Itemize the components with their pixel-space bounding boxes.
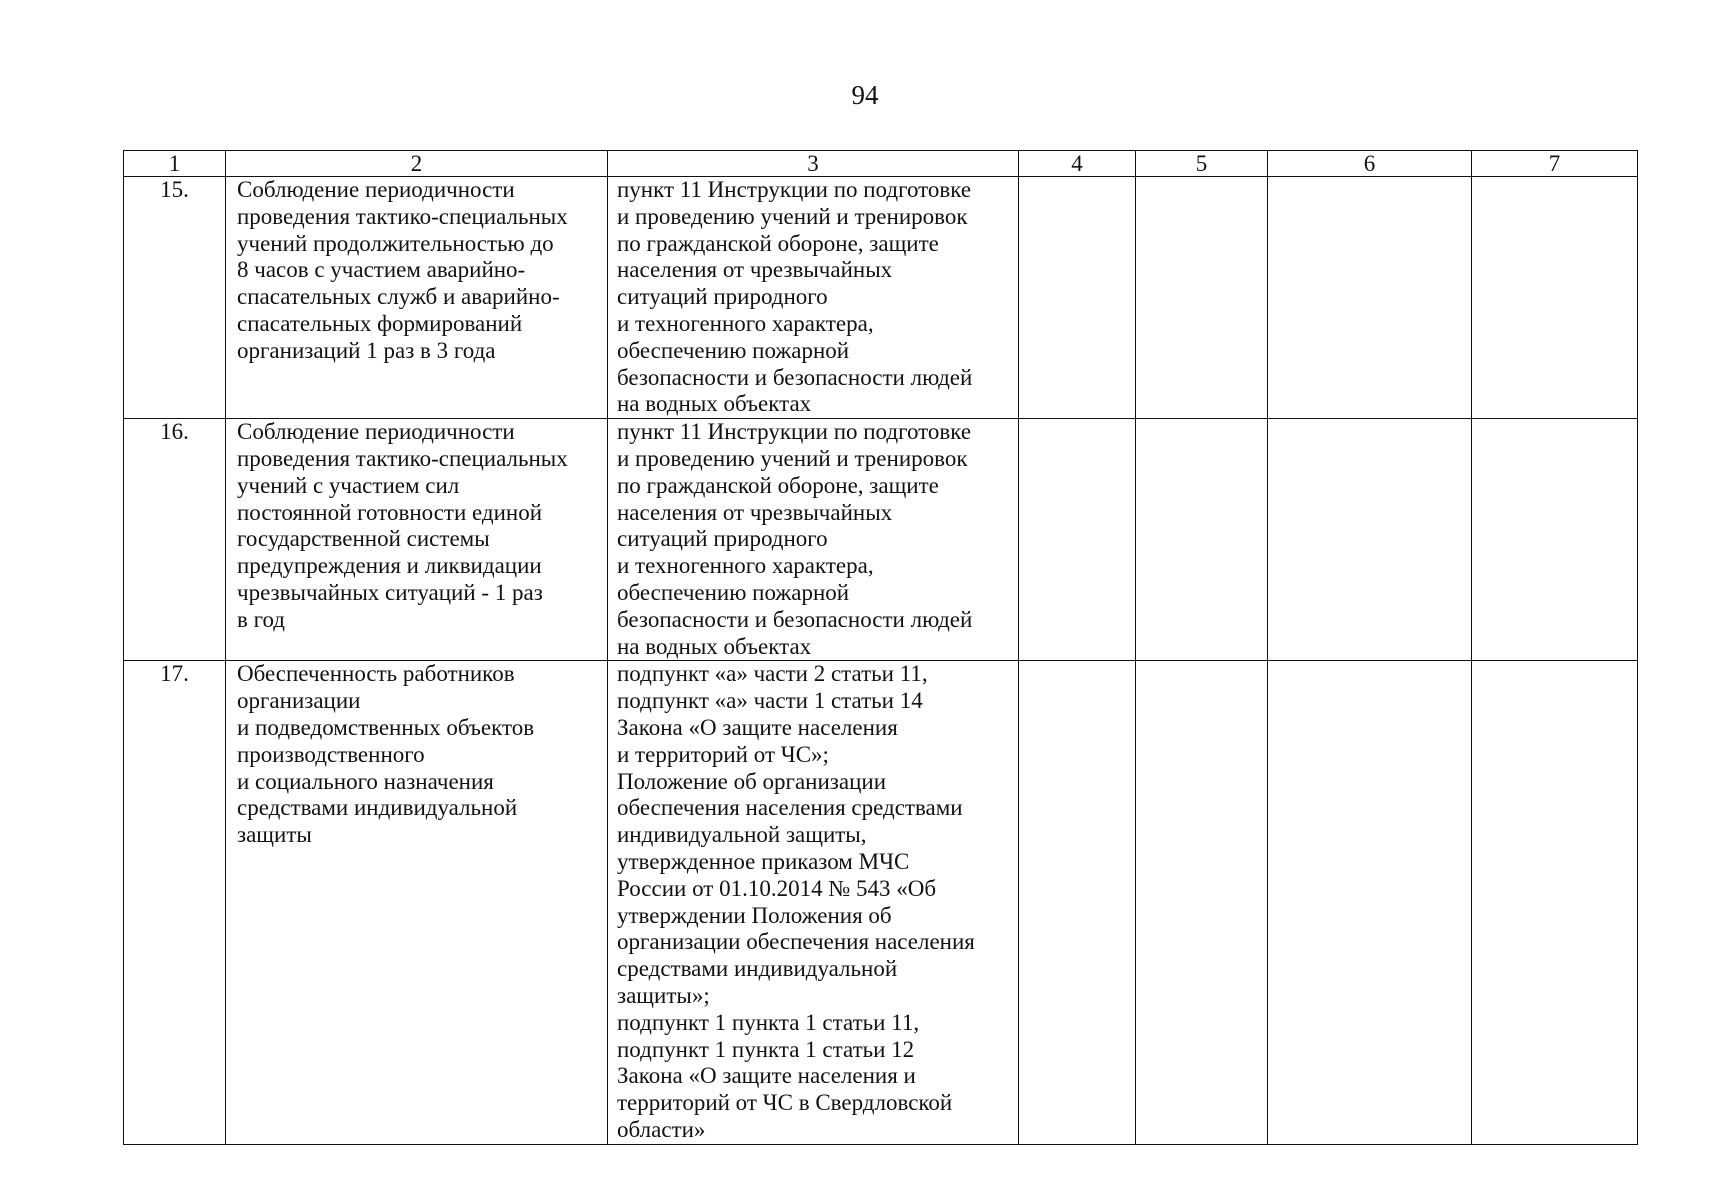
table-header-row xyxy=(124,151,1638,177)
row-number: 16. xyxy=(124,419,226,661)
column-header: 4 xyxy=(1019,151,1136,177)
reference-line: средствами индивидуальной xyxy=(617,956,898,982)
requirement-line: учений продолжительностью до xyxy=(237,230,554,256)
column-header: 5 xyxy=(1136,151,1268,177)
reference-line: территорий от ЧС в Свердловской xyxy=(617,1090,953,1116)
reference-line: подпункт 1 пункта 1 статьи 12 xyxy=(617,1036,915,1062)
page-number: 94 xyxy=(851,80,879,110)
reference-line: на водных объектах xyxy=(617,391,812,417)
reference-line: и техногенного характера, xyxy=(617,553,874,579)
reference-line: подпункт 1 пункта 1 статьи 11, xyxy=(617,1009,920,1035)
empty-cell xyxy=(1019,419,1136,661)
requirement-line: Обеспеченность работников xyxy=(237,661,515,687)
requirement-line: спасательных служб и аварийно- xyxy=(237,284,560,310)
reference-line: России от 01.10.2014 № 543 «Об xyxy=(617,875,937,901)
reference-line: и территорий от ЧС»; xyxy=(617,741,829,767)
reference-line: утвержденное приказом МЧС xyxy=(617,848,910,874)
empty-cell xyxy=(1136,661,1268,1144)
requirement-line: проведения тактико-специальных xyxy=(237,203,568,229)
requirement-cell xyxy=(226,177,608,419)
column-header: 7 xyxy=(1472,151,1638,177)
reference-line: обеспечению пожарной xyxy=(617,579,850,605)
empty-cell xyxy=(1136,419,1268,661)
column-header: 3 xyxy=(608,151,1019,177)
requirement-cell xyxy=(226,419,608,661)
requirement-line: и подведомственных объектов xyxy=(237,714,535,740)
reference-line: обеспечению пожарной xyxy=(617,337,850,363)
column-header: 6 xyxy=(1268,151,1472,177)
reference-line: утверждении Положения об xyxy=(617,902,892,928)
reference-line: безопасности и безопасности людей xyxy=(617,364,973,390)
reference-cell xyxy=(608,419,1019,661)
requirement-line: государственной системы xyxy=(237,526,490,552)
empty-cell xyxy=(1472,419,1638,661)
reference-line: организации обеспечения населения xyxy=(617,929,975,955)
reference-line: и техногенного характера, xyxy=(617,310,874,336)
reference-line: на водных объектах xyxy=(617,633,812,659)
reference-line: населения от чрезвычайных xyxy=(617,257,893,283)
reference-line: обеспечения населения средствами xyxy=(617,795,963,821)
requirement-line: чрезвычайных ситуаций - 1 раз xyxy=(237,579,543,605)
table-row xyxy=(124,419,1638,661)
reference-line: подпункт «а» части 1 статьи 14 xyxy=(617,688,923,714)
column-header: 2 xyxy=(226,151,608,177)
requirement-line: Соблюдение периодичности xyxy=(237,177,515,202)
reference-cell xyxy=(608,661,1019,1144)
reference-line: Положение об организации xyxy=(617,768,887,794)
reference-line: области» xyxy=(617,1116,706,1142)
empty-cell xyxy=(1268,177,1472,419)
reference-cell xyxy=(608,177,1019,419)
requirement-line: и социального назначения xyxy=(237,768,494,794)
requirement-line: производственного xyxy=(237,741,425,767)
reference-line: по гражданской обороне, защите xyxy=(617,472,939,498)
empty-cell xyxy=(1019,661,1136,1144)
requirement-line: предупреждения и ликвидации xyxy=(237,553,542,579)
requirement-line: учений с участием сил xyxy=(237,472,460,498)
reference-line: защиты»; xyxy=(617,982,710,1008)
empty-cell xyxy=(1019,177,1136,419)
reference-line: Закона «О защите населения и xyxy=(617,1063,916,1089)
requirement-line: спасательных формирований xyxy=(237,310,523,336)
requirement-line: организации xyxy=(237,688,361,714)
requirement-line: Соблюдение периодичности xyxy=(237,419,515,445)
table-row xyxy=(124,177,1638,419)
empty-cell xyxy=(1268,419,1472,661)
reference-line: населения от чрезвычайных xyxy=(617,499,893,525)
reference-line: ситуаций природного xyxy=(617,284,828,310)
empty-cell xyxy=(1136,177,1268,419)
table-row xyxy=(124,661,1638,1144)
requirement-line: защиты xyxy=(237,822,312,848)
reference-line: по гражданской обороне, защите xyxy=(617,230,939,256)
inspection-table xyxy=(123,150,1638,1145)
requirement-line: 8 часов с участием аварийно- xyxy=(237,257,526,283)
requirement-line: постоянной готовности единой xyxy=(237,499,543,525)
row-number: 15. xyxy=(124,177,226,419)
reference-line: пункт 11 Инструкции по подготовке xyxy=(617,419,972,445)
empty-cell xyxy=(1472,661,1638,1144)
reference-line: и проведению учений и тренировок xyxy=(617,445,968,471)
reference-line: пункт 11 Инструкции по подготовке xyxy=(617,177,972,202)
empty-cell xyxy=(1472,177,1638,419)
requirement-line: средствами индивидуальной xyxy=(237,795,518,821)
empty-cell xyxy=(1268,661,1472,1144)
row-number: 17. xyxy=(124,661,226,1144)
reference-line: подпункт «а» части 2 статьи 11, xyxy=(617,661,928,687)
requirement-line: организаций 1 раз в 3 года xyxy=(237,337,496,363)
requirement-line: проведения тактико-специальных xyxy=(237,445,568,471)
reference-line: индивидуальной защиты, xyxy=(617,822,867,848)
column-header: 1 xyxy=(124,151,226,177)
reference-line: ситуаций природного xyxy=(617,526,828,552)
reference-line: Закона «О защите населения xyxy=(617,714,898,740)
reference-line: безопасности и безопасности людей xyxy=(617,606,973,632)
reference-line: и проведению учений и тренировок xyxy=(617,203,968,229)
requirement-cell xyxy=(226,661,608,1144)
requirement-line: в год xyxy=(237,606,286,632)
